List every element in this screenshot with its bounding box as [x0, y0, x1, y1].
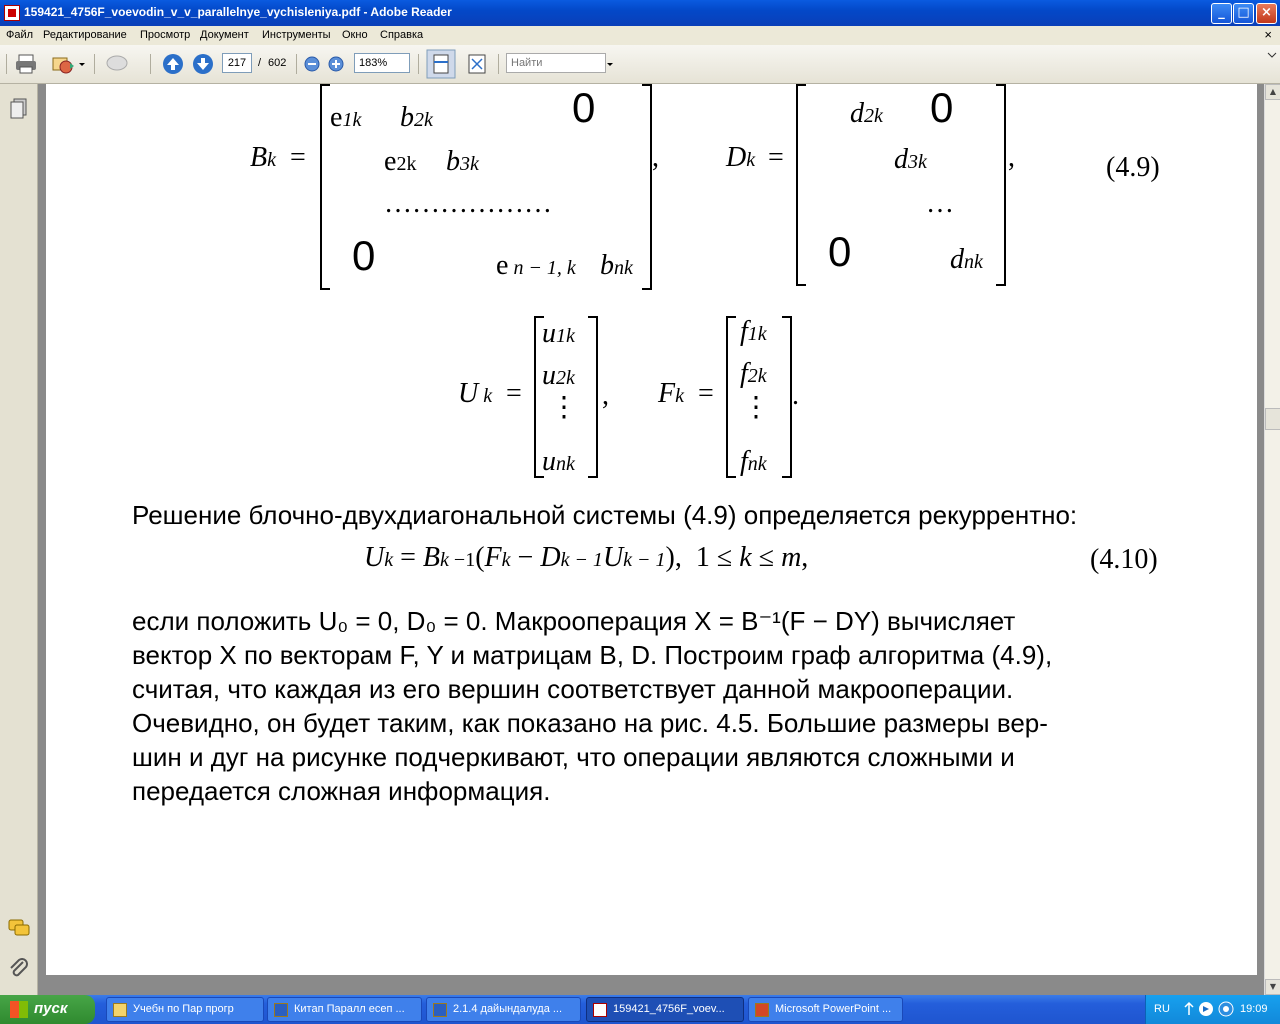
volume-icon[interactable] [1198, 1001, 1214, 1017]
print-icon[interactable] [14, 53, 38, 75]
windows-logo-icon [10, 1001, 28, 1018]
pdf-icon [593, 1003, 607, 1017]
menu-view[interactable]: Просмотр [140, 29, 191, 41]
fit-width-icon[interactable] [426, 49, 456, 79]
security-icon[interactable] [1218, 1001, 1234, 1017]
title-bar [0, 0, 1280, 26]
minimize-button[interactable]: _ [1211, 3, 1232, 24]
word-icon [274, 1003, 288, 1017]
body-line-1: если положить U₀ = 0, D₀ = 0. Макрооперация X = B⁻¹(F − DY) вычисляет [132, 606, 1016, 636]
matrix-bracket [642, 84, 652, 290]
intro-paragraph: Решение блочно-двухдиагональной системы (4.9) определяется рекуррентно: [132, 500, 1078, 530]
taskbar-item[interactable]: Microsoft PowerPoint ... [748, 997, 903, 1022]
taskbar-item-active[interactable]: 159421_4756F_voev... [586, 997, 744, 1022]
zoom-out-icon[interactable] [304, 53, 320, 75]
network-icon[interactable] [1182, 1001, 1196, 1017]
menu-bar [0, 26, 1280, 45]
document-close-icon[interactable]: × [1264, 27, 1272, 42]
math-bk: Bk [250, 142, 276, 173]
window-title: 159421_4756F_voevodin_v_v_parallelnye_vychisleniya.pdf - Adobe Reader [24, 5, 452, 19]
matrix-bracket [996, 84, 1006, 286]
clock: 19:09 [1240, 1003, 1268, 1015]
email-icon[interactable] [50, 53, 76, 75]
body-line-4: Очевидно, он будет таким, как показано на рис. 4.5. Большие размеры вер- [132, 708, 1048, 738]
zoom-select[interactable]: 183% [354, 53, 410, 73]
scroll-down-arrow[interactable]: ▼ [1265, 979, 1280, 995]
menu-document[interactable]: Документ [200, 29, 249, 41]
body-line-5: шин и дуг на рисунке подчеркивают, что операции являются сложными и [132, 742, 1015, 772]
taskbar [0, 995, 1280, 1024]
system-tray [1145, 995, 1280, 1024]
matrix-bracket [320, 84, 330, 290]
body-line-2: вектор X по векторам F, Y и матрицам B, D. Построим граф алгоритма (4.9), [132, 640, 1053, 670]
pdf-app-icon [4, 5, 20, 21]
pages-icon[interactable] [10, 98, 28, 120]
taskbar-item[interactable]: Китап Паралл есеп ... [267, 997, 422, 1022]
attachments-icon[interactable] [8, 958, 30, 980]
chevron-down-icon[interactable] [78, 53, 86, 75]
page-total: 602 [268, 57, 287, 69]
fit-page-icon[interactable] [466, 53, 488, 75]
body-line-6: передается сложная информация. [132, 776, 551, 806]
menu-window[interactable]: Окно [342, 29, 368, 41]
menu-help[interactable]: Справка [380, 29, 424, 41]
matrix-bracket [796, 84, 806, 286]
toolbar-grip-icon[interactable] [1266, 47, 1278, 69]
navigation-pane [0, 84, 38, 995]
body-line-3: считая, что каждая из его вершин соответствует данной макрооперации. [132, 674, 1014, 704]
math-fk: Fk [658, 378, 684, 409]
toolbar [0, 45, 1280, 84]
taskbar-item[interactable]: 2.1.4 дайындалуда ... [426, 997, 581, 1022]
powerpoint-icon [755, 1003, 769, 1017]
math-dk: Dk [726, 142, 756, 173]
menu-tools[interactable]: Инструменты [262, 29, 331, 41]
start-button[interactable]: пуск [0, 995, 95, 1024]
comment-icon[interactable] [104, 53, 130, 75]
page-number-input[interactable]: 217 [222, 53, 252, 73]
next-page-icon[interactable] [192, 53, 214, 75]
zoom-in-icon[interactable] [328, 53, 344, 75]
taskbar-item[interactable]: Учебн по Пар прогр [106, 997, 264, 1022]
previous-page-icon[interactable] [162, 53, 184, 75]
scroll-thumb[interactable] [1265, 408, 1280, 430]
scroll-up-arrow[interactable]: ▲ [1265, 84, 1280, 100]
formula-410: Uk = Bk −1(Fk − Dk − 1Uk − 1), 1 ≤ k ≤ m, [364, 542, 809, 573]
word-icon [433, 1003, 447, 1017]
page-separator: / [258, 57, 262, 69]
search-dropdown-icon[interactable] [606, 53, 614, 75]
language-indicator[interactable]: RU [1154, 1003, 1170, 1015]
equation-number-49: (4.9) [1106, 152, 1160, 183]
search-input[interactable] [506, 53, 606, 73]
folder-icon [113, 1003, 127, 1017]
equation-number-410: (4.10) [1090, 544, 1158, 575]
vertical-scrollbar[interactable] [1264, 84, 1280, 995]
menu-file[interactable]: Файл [6, 29, 34, 41]
pdf-page: Bk = e1k b2k 0 e2k b3k ……………… 0 e n − 1, k bnk , Dk = d2k 0 d3k … 0 dnk , (4.9) U k = u1k u2k ⋮ unk , Fk = f1k f2k ⋮ fnk . Решение блочно-двухдиагональной системы (4.9) определяется рекуррентно: Uk = Bk −1(Fk − Dk − 1Uk − 1), 1 ≤ k ≤ m, (4.10) если положить U₀ = 0, D₀ = 0. Макрооперация X = B⁻¹(F − DY) вычисляет вектор X по векторам F, Y и матрицам B, D. Построим граф алгоритма (4.9), считая, что каждая из его вершин соответствует данной макрооперации. Очевидно, он будет таким, как показано на рис. 4.5. Большие размеры вер- шин и дуг на рисунке подчеркивают, что операции являются сложными и передается сложная информация. [46, 84, 1257, 975]
maximize-button[interactable]: □ [1233, 3, 1254, 24]
menu-edit[interactable]: Редактирование [43, 29, 127, 41]
math-uk: U k [458, 378, 493, 409]
comments-icon[interactable] [8, 918, 30, 938]
document-viewer [38, 84, 1264, 995]
close-button[interactable]: × [1256, 3, 1277, 24]
